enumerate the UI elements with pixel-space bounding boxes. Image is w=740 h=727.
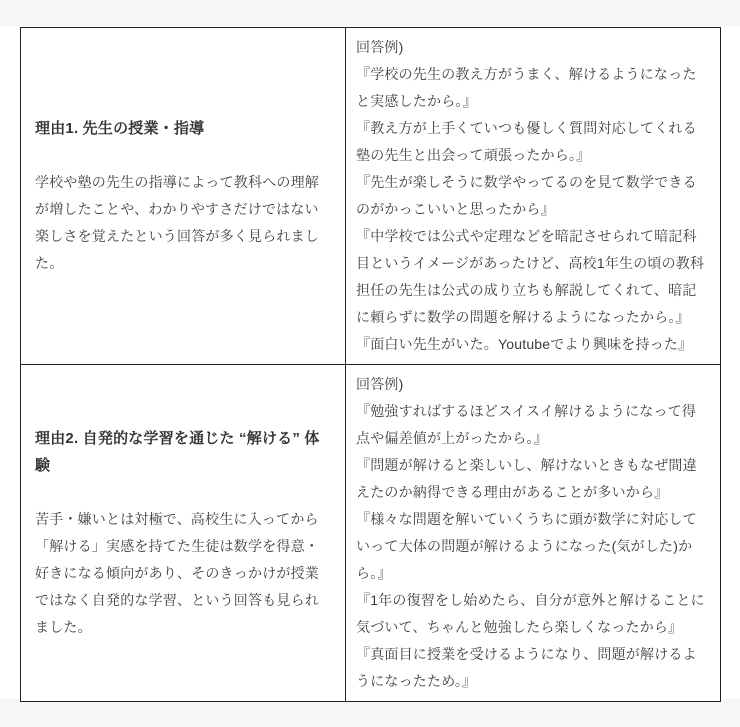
- answer-quote: 『学校の先生の教え方がうまく、解けるようになったと実感したから。』: [356, 66, 697, 109]
- answer-quote: 『真面目に授業を受けるようになり、問題が解けるようになったため。』: [356, 646, 697, 689]
- reason-cell-2: [21, 365, 346, 702]
- table-row: [21, 28, 721, 365]
- reason-body: 学校や塾の先生の指導によって教科への理解が増したことや、わかりやすさだけではない楽しさを覚えたという回答が多く見られました。: [35, 174, 319, 271]
- answers-label: 回答例): [356, 376, 404, 392]
- reason-body: 苦手・嫌いとは対極で、高校生に入ってから「解ける」実感を持てた生徒は数学を得意・好きになる傾向があり、そのきっかけが授業ではなく自発的な学習、という回答も見られました。: [35, 511, 319, 635]
- answer-quote: 『面白い先生がいた。Youtubeでより興味を持った』: [356, 336, 693, 352]
- reasons-table: [20, 27, 721, 702]
- answer-quote: 『中学校では公式や定理などを暗記させられて暗記科目というイメージがあったけど、高校1年生の頃の教科担任の先生は公式の成り立ちも解説してくれて、暗記に頼らずに数学の問題を解けるようになったから。』: [356, 228, 705, 325]
- answers-cell-2: [346, 365, 721, 702]
- answer-quote: 『様々な問題を解いていくうちに頭が数学に対応していって大体の問題が解けるようになった(気がした)から。』: [356, 511, 697, 581]
- reason-title: 理由1. 先生の授業・指導: [35, 120, 205, 137]
- answer-quote: 『先生が楽しそうに数学やってるのを見て数学できるのがかっこいいと思ったから』: [356, 174, 697, 217]
- article-image-panel: [0, 26, 740, 699]
- answers-label: 回答例): [356, 39, 404, 55]
- answer-quote: 『問題が解けると楽しいし、解けないときもなぜ間違えたのか納得できる理由があることが多いから』: [356, 457, 697, 500]
- answer-quote: 『勉強すればするほどスイスイ解けるようになって得点や偏差値が上がったから。』: [356, 403, 697, 446]
- table-row: [21, 365, 721, 702]
- answer-quote: 『1年の復習をし始めたら、自分が意外と解けることに気づいて、ちゃんと勉強したら楽しくなったから』: [356, 592, 705, 635]
- answers-cell-1: [346, 28, 721, 365]
- reason-cell-1: [21, 28, 346, 365]
- reason-title: 理由2. 自発的な学習を通じた “解ける” 体験: [35, 430, 320, 474]
- answer-quote: 『教え方が上手くていつも優しく質問対応してくれる塾の先生と出会って頑張ったから。』: [356, 120, 697, 163]
